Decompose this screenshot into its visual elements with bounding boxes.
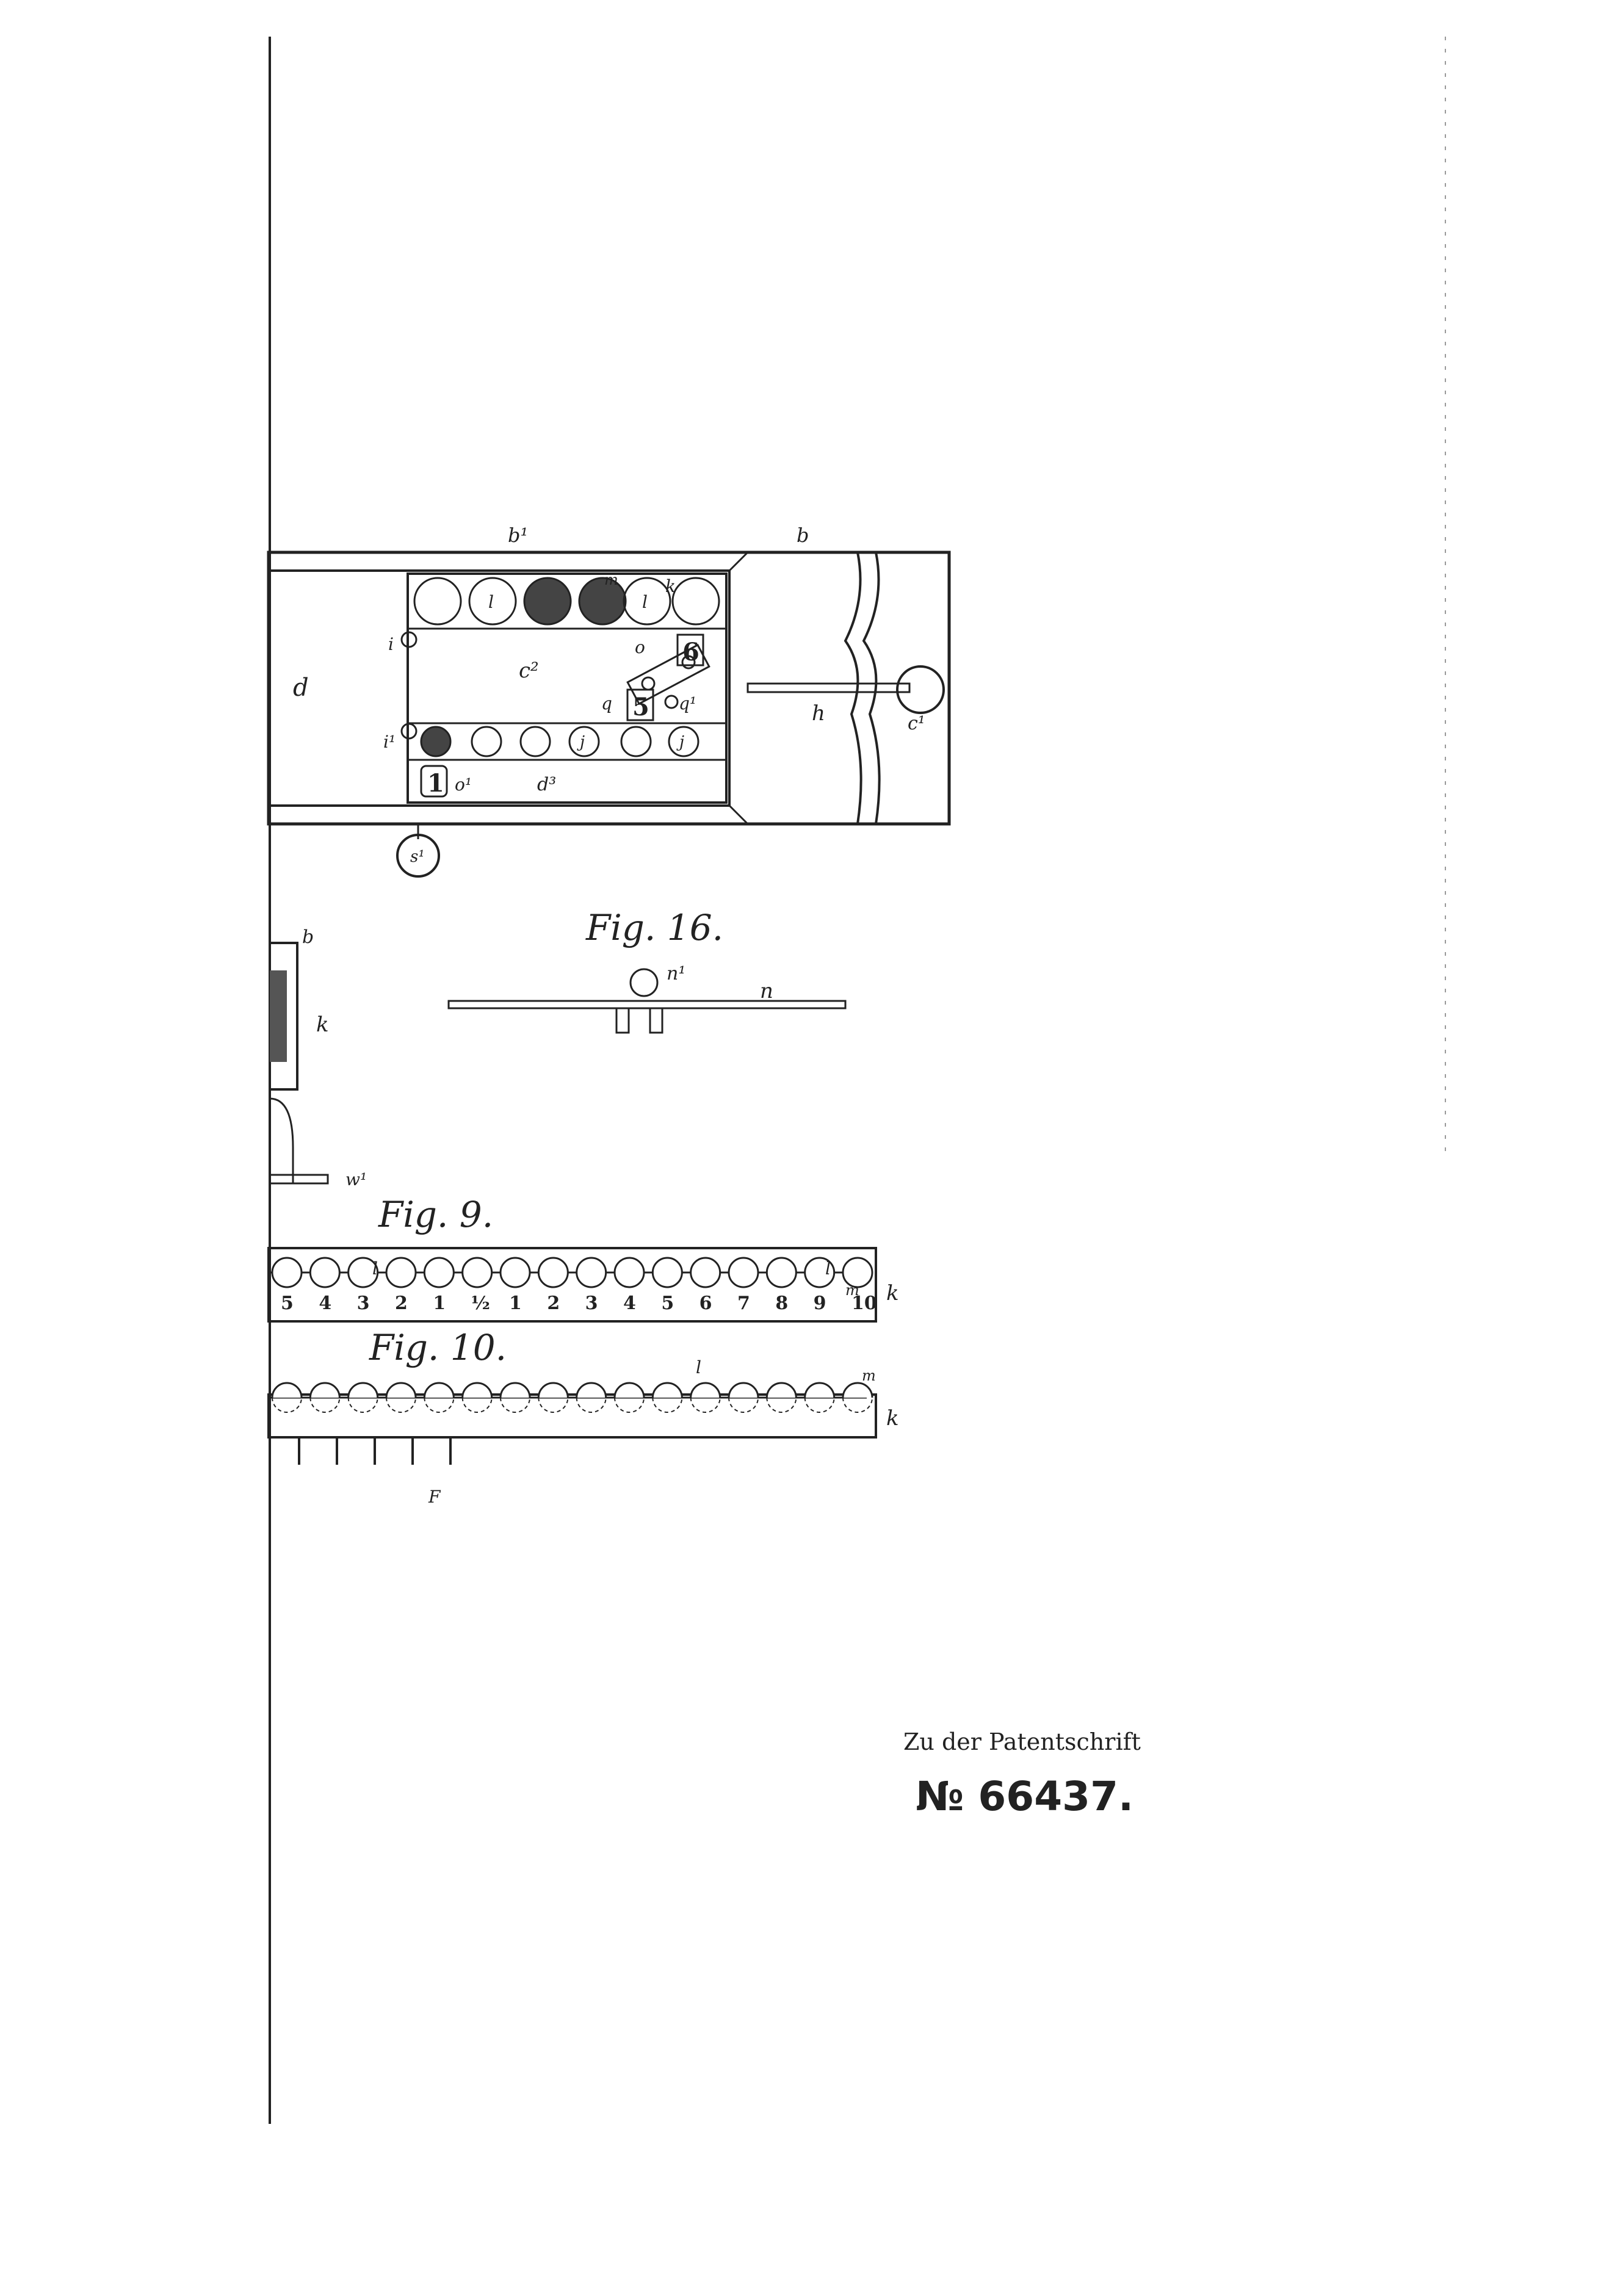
fig9-scale-label: 2 [395,1293,408,1314]
fig10-ball-top [729,1383,758,1398]
label-n: n [760,979,773,1003]
fig9-scale-label: 2 [547,1293,560,1314]
fig10-ball-bottom [349,1398,378,1412]
fig9-ball [424,1258,454,1287]
ball-dark [524,578,571,624]
fig10-ball-bottom [767,1398,796,1412]
label-q: q [601,693,612,713]
fig10-ball-top [310,1383,339,1398]
counter-six-label: 6 [682,638,699,666]
label-b1: b¹ [508,524,529,547]
label-fig9-k: k [886,1281,899,1305]
fig10-ball-top [691,1383,720,1398]
fig9-ball [386,1258,416,1287]
fig10-ball-bottom [501,1398,530,1412]
fig9-ball [652,1258,682,1287]
label-q1: q¹ [679,693,697,713]
fig9-scale-label: 4 [623,1293,636,1314]
fig9-ball [691,1258,720,1287]
rod-n [449,1001,845,1008]
fig9-scale-label: 3 [585,1293,598,1314]
left-partial-drawing [270,926,367,1190]
label-fig10-F: F [428,1487,441,1507]
fig10-ball-top [652,1383,682,1398]
label-b: b [797,524,809,547]
fig10-ball-bottom [652,1398,682,1412]
fig9-scale-label: 4 [319,1293,332,1314]
label-k: k [665,576,676,596]
leg [616,1008,629,1033]
label-c1: c¹ [908,713,925,734]
fig9-ball [767,1258,796,1287]
ball [472,727,501,756]
pivot [665,696,678,708]
label-l2: l [642,592,648,612]
rod-h [748,684,909,692]
fig9-ball [577,1258,606,1287]
fig10-bar [269,1395,876,1437]
label-c2: c² [519,659,539,683]
fig10-ball-top [538,1383,568,1398]
fig9-ball [272,1258,302,1287]
fig9-scale [281,1293,877,1314]
label-left-k: k [316,1013,329,1037]
fig10-ball-top [615,1383,644,1398]
fig10-pins [299,1437,450,1465]
fig10-ball-bottom [386,1398,416,1412]
label-o1: o¹ [455,774,472,795]
fig10-ball-row [269,1383,872,1412]
label-d3: d³ [537,774,557,795]
fig10-ball-top [424,1383,454,1398]
fig9-scale-label: 10 [851,1293,877,1314]
fig10-ball-bottom [805,1398,834,1412]
knob-n1 [631,969,657,996]
fig9-scale-label: 6 [699,1293,712,1314]
leg [650,1008,662,1033]
partial-bracket [270,1099,293,1184]
label-fig9-l-right: l [825,1258,831,1279]
label-fig9-l-left: l [372,1258,378,1279]
ball [621,727,651,756]
fig10-ball-top [805,1383,834,1398]
label-o: o [635,637,645,657]
frame-bevel [729,552,748,571]
fig9-title: Fig. 9. [378,1194,494,1235]
ball [673,578,719,624]
fig9-scale-label: 8 [775,1293,789,1314]
fig10-ball-top [767,1383,796,1398]
ball-dark [421,727,450,756]
fig9-ball [615,1258,644,1287]
label-fig9-m: m [845,1282,859,1299]
ball [521,727,550,756]
fig9-ball [310,1258,339,1287]
bottom-ball-row [421,727,698,756]
label-fig10-k: k [886,1406,899,1431]
label-s1: s¹ [410,848,425,866]
label-left-w1: w¹ [345,1169,367,1190]
partial-hatch [270,970,287,1062]
fig9-ball [463,1258,492,1287]
fig10-title: Fig. 10. [369,1327,507,1368]
fig9-ball [729,1258,758,1287]
fig10-ball-top [349,1383,378,1398]
figure-10 [269,1327,899,1507]
board-break [845,552,861,824]
label-l1: l [488,592,494,612]
label-j2: j [679,733,685,751]
fig9-scale-label: 1 [433,1293,446,1314]
caption-line-1: Zu der Patentschrift [903,1728,1141,1755]
label-j1: j [580,733,585,751]
partial-foot [270,1175,328,1183]
label-i1: i¹ [383,732,396,752]
label-left-b: b [302,926,314,948]
board-break-2 [864,552,880,824]
ball [414,578,461,624]
fig10-ball-top [386,1383,416,1398]
ball-dark [579,578,626,624]
fig10-ball-bottom [729,1398,758,1412]
counter-one-label: 1 [427,769,444,798]
fig9-ball-row [269,1258,872,1287]
top-drawing [269,524,949,876]
fig9-scale-label: 5 [281,1293,294,1314]
label-fig10-m: m [862,1367,876,1384]
frame-bevel-bottom [729,806,748,824]
fig16-title: Fig. 16. [586,907,724,948]
fig9-scale-label: 1 [509,1293,522,1314]
fig10-ball-bottom [691,1398,720,1412]
label-m: m [604,571,618,588]
label-n1: n¹ [667,963,686,984]
fig10-ball-bottom [615,1398,644,1412]
pivot [642,677,654,690]
fig9-ball [501,1258,530,1287]
fig9-scale-label: 9 [813,1293,826,1314]
fig10-ball-bottom [463,1398,492,1412]
counter-five-label: 5 [632,693,649,721]
fig10-ball-bottom [310,1398,339,1412]
inner-frame [269,571,729,806]
label-i: i [388,634,394,654]
fig10-ball-top [463,1383,492,1398]
fig9-scale-label: 7 [737,1293,750,1314]
fig10-ball-bottom [272,1398,302,1412]
fig10-ball-top [272,1383,302,1398]
fig10-ball-bottom [424,1398,454,1412]
label-fig10-l: l [696,1357,701,1377]
fig10-ball-top [501,1383,530,1398]
fig9-scale-label: ½ [471,1293,490,1314]
fig10-ball-bottom [538,1398,568,1412]
fig9-scale-label: 3 [356,1293,370,1314]
label-h: h [812,701,825,726]
fig10-ball-top [577,1383,606,1398]
fig10-ball-top [843,1383,872,1398]
fig9-ball [538,1258,568,1287]
fig10-ball-bottom [577,1398,606,1412]
figure-16 [449,907,845,1033]
patent-number: № 66437. [916,1773,1134,1820]
figure-9 [269,1194,899,1321]
fig9-scale-label: 5 [661,1293,674,1314]
knob-c1 [897,666,944,713]
label-d: d [293,674,309,702]
fig10-ball-bottom [843,1398,872,1412]
